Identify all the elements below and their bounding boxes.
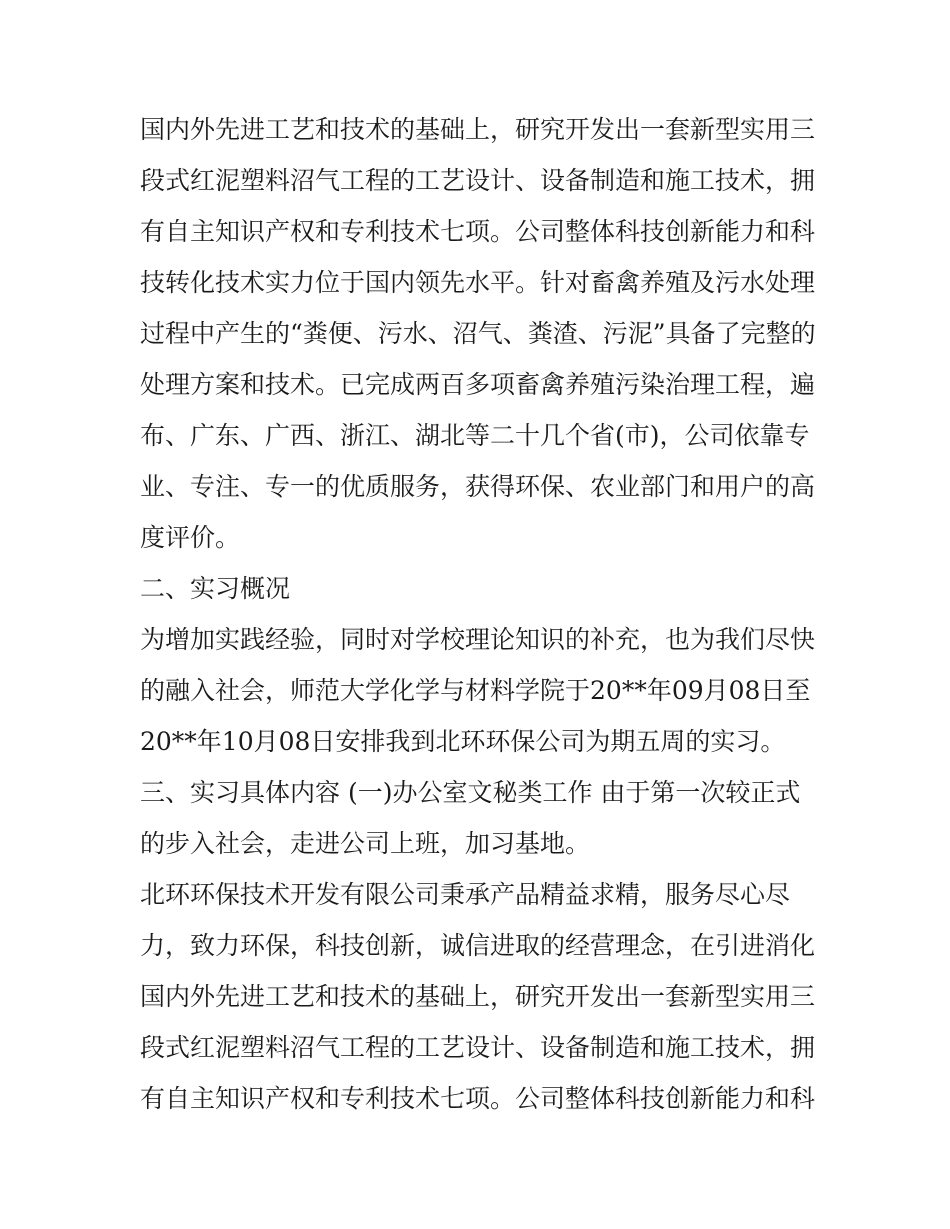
section-heading-3: 三、实习具体内容 (一)办公室文秘类工作 由于第一次较正式 — [140, 778, 801, 807]
text-line-6: 处理方案和技术。已完成两百多项畜禽养殖污染治理工程，遍 — [140, 370, 816, 399]
text-line-3: 有自主知识产权和专利技术七项。公司整体科技创新能力和科 — [140, 217, 816, 246]
text-line-11: 为增加实践经验，同时对学校理论知识的补充，也为我们尽快 — [140, 625, 816, 654]
document-body — [140, 104, 820, 1124]
text-line-4: 技转化技术实力位于国内领先水平。针对畜禽养殖及污水处理 — [140, 268, 816, 297]
text-line-20: 有自主知识产权和专利技术七项。公司整体科技创新能力和科 — [140, 1084, 816, 1113]
text-line-19: 段式红泥塑料沼气工程的工艺设计、设备制造和施工技术，拥 — [140, 1033, 816, 1062]
text-line-5: 过程中产生的“粪便、污水、沼气、粪渣、污泥”具备了完整的 — [140, 319, 816, 348]
text-line-13: 20**年10月08日安排我到北环环保公司为期五周的实习。 — [140, 727, 786, 756]
text-line-17: 力，致力环保，科技创新，诚信进取的经营理念，在引进消化 — [140, 931, 816, 960]
text-line-15: 的步入社会，走进公司上班，加习基地。 — [140, 829, 591, 858]
section-heading-2: 二、实习概况 — [140, 574, 291, 603]
text-line-12: 的融入社会，师范大学化学与材料学院于20**年09月08日至 — [140, 676, 811, 705]
text-line-1: 国内外先进工艺和技术的基础上，研究开发出一套新型实用三 — [140, 115, 816, 144]
text-line-8: 业、专注、专一的优质服务，获得环保、农业部门和用户的高 — [140, 472, 816, 501]
text-line-2: 段式红泥塑料沼气工程的工艺设计、设备制造和施工技术，拥 — [140, 166, 816, 195]
text-line-7: 布、广东、广西、浙江、湖北等二十几个省(市)，公司依靠专 — [140, 421, 810, 450]
text-line-18: 国内外先进工艺和技术的基础上，研究开发出一套新型实用三 — [140, 982, 816, 1011]
text-line-9: 度评价。 — [140, 523, 241, 552]
text-line-16: 北环环保技术开发有限公司秉承产品精益求精，服务尽心尽 — [140, 880, 791, 909]
